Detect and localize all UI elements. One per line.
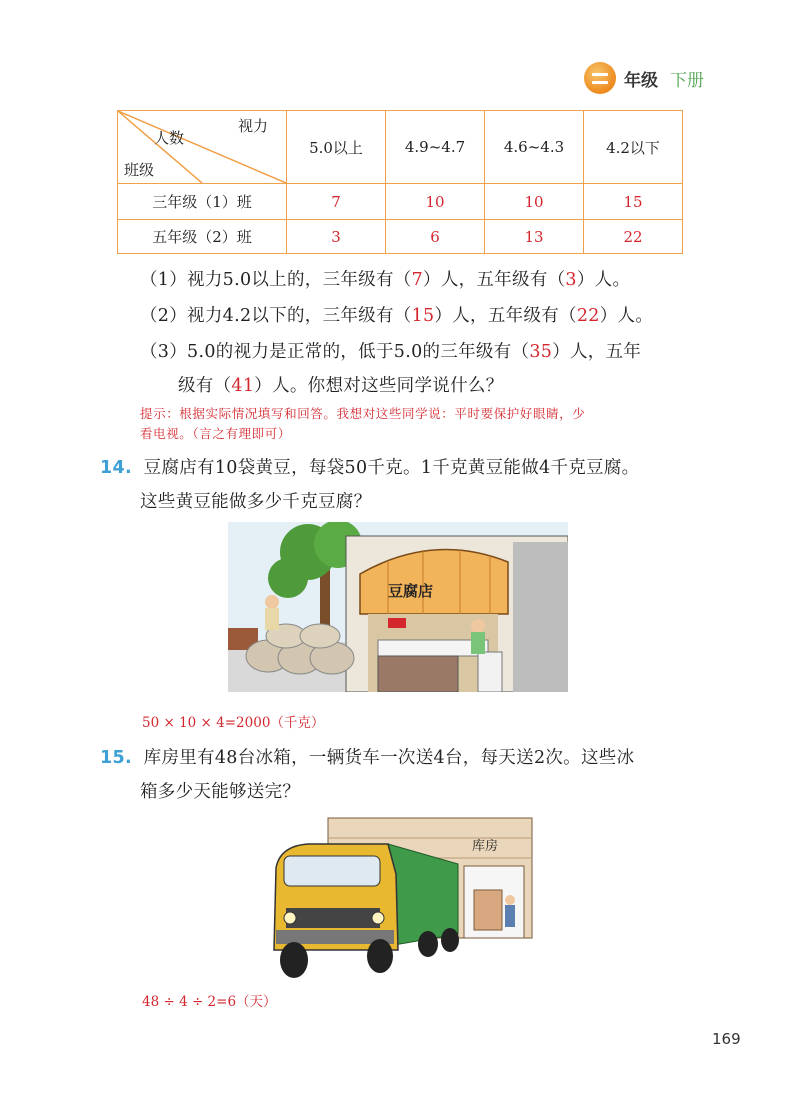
warehouse-sign: 库房 [472, 839, 499, 854]
problem-text: 库房里有48台冰箱，一辆货车一次送4台，每天送2次。这些冰 [143, 748, 635, 768]
corner-class-label: 班级 [124, 161, 155, 179]
problem-14-line-1 [100, 454, 639, 479]
wheel-icon [280, 942, 308, 978]
red-sign [388, 618, 406, 628]
column-header: 5.0以上 [287, 111, 386, 184]
headlight-icon [372, 912, 384, 924]
table-cell: 6 [386, 220, 485, 254]
side-wall [513, 542, 568, 692]
tofu-stack [478, 652, 502, 692]
mover-head [505, 895, 515, 905]
shop-sign: 豆腐店 [388, 582, 434, 600]
question-text: 5.0的视力是正常的，低于5.0的三年级有（ [187, 342, 530, 362]
problem-text: 豆腐店有10袋黄豆，每袋50千克。1千克黄豆能做4千克豆腐。 [143, 458, 640, 478]
question-number: （3） [140, 342, 188, 362]
answer-value: 15 [411, 306, 435, 326]
column-header: 4.9~4.7 [386, 111, 485, 184]
question-text: 级有（ [178, 376, 232, 396]
worker-head [265, 595, 279, 609]
problem-number: 15. [100, 748, 132, 768]
question-3-line2 [178, 372, 503, 397]
counter [378, 656, 458, 692]
mover-body [505, 905, 515, 927]
page-number: 169 [712, 1030, 741, 1048]
question-text: ）人，五年 [552, 342, 642, 362]
windshield [284, 856, 380, 886]
hint-line-2: 看电视。（言之有理即可） [140, 426, 291, 441]
shopkeeper-head [471, 619, 485, 633]
question-text: ）人。你想对这些同学说什么？ [254, 376, 504, 396]
question-text: ）人。 [599, 306, 654, 326]
answer-value: 35 [529, 342, 553, 362]
question-number: （2） [140, 306, 188, 326]
tree-leaves-icon [268, 558, 308, 598]
question-text: 视力5.0以上的，三年级有（ [187, 270, 412, 290]
problem-14-answer: 50 × 10 × 4=2000（千克） [142, 715, 325, 731]
table-cell: 7 [287, 184, 386, 220]
grade-badge-icon [584, 62, 616, 94]
answer-value: 22 [576, 306, 600, 326]
question-2 [140, 302, 653, 327]
answer-value: 7 [411, 270, 424, 290]
tofu-shop-illustration [228, 522, 568, 692]
table-header-row [118, 111, 683, 184]
question-text: ）人，五年级有（ [423, 270, 566, 290]
answer-value: 3 [565, 270, 577, 290]
corner-vision-label: 视力 [238, 117, 269, 135]
wheel-icon [367, 939, 393, 973]
grille [286, 908, 380, 928]
question-3 [140, 338, 641, 363]
answer-value: 41 [231, 376, 255, 396]
problem-15-answer: 48 ÷ 4 ÷ 2=6（天） [142, 994, 277, 1010]
corner-count-label: 人数 [154, 129, 185, 147]
column-header: 4.6~4.3 [485, 111, 584, 184]
fridge-box [474, 890, 502, 930]
row-label: 三年级（1）班 [118, 184, 287, 220]
volume-label: 下册 [670, 71, 704, 91]
table-cell: 15 [584, 184, 683, 220]
worker-body [265, 608, 279, 630]
question-number: （1） [140, 270, 188, 290]
question-1 [140, 266, 630, 291]
column-header: 4.2以下 [584, 111, 683, 184]
table-corner-cell [118, 111, 287, 184]
badge-stroke-bottom [592, 81, 608, 84]
truck-warehouse-illustration [268, 816, 534, 982]
badge-stroke-top [592, 73, 608, 76]
problem-number: 14. [100, 458, 132, 478]
grade-label: 年级 [624, 71, 658, 91]
table-row [118, 220, 683, 254]
vision-table [117, 110, 683, 254]
wheel-icon [418, 931, 438, 957]
table-cell: 13 [485, 220, 584, 254]
question-text: ）人。 [576, 270, 631, 290]
problem-15-line-2: 箱多少天能够送完？ [140, 782, 301, 802]
hint-line-1: 提示：根据实际情况填写和回答。我想对这些同学说：平时要保护好眼睛，少 [140, 406, 586, 421]
problem-14-line-2: 这些黄豆能做多少千克豆腐？ [140, 492, 372, 512]
headlight-icon [284, 912, 296, 924]
bean-sack-icon [300, 624, 340, 648]
row-label: 五年级（2）班 [118, 220, 287, 254]
table-cell: 10 [485, 184, 584, 220]
shopkeeper-body [471, 632, 485, 654]
problem-15-line-1 [100, 744, 634, 769]
table-cell: 10 [386, 184, 485, 220]
wheel-icon [441, 928, 459, 952]
question-text: ）人，五年级有（ [434, 306, 577, 326]
table-cell: 22 [584, 220, 683, 254]
table-cell: 3 [287, 220, 386, 254]
question-text: 视力4.2以下的，三年级有（ [187, 306, 412, 326]
table-row [118, 184, 683, 220]
